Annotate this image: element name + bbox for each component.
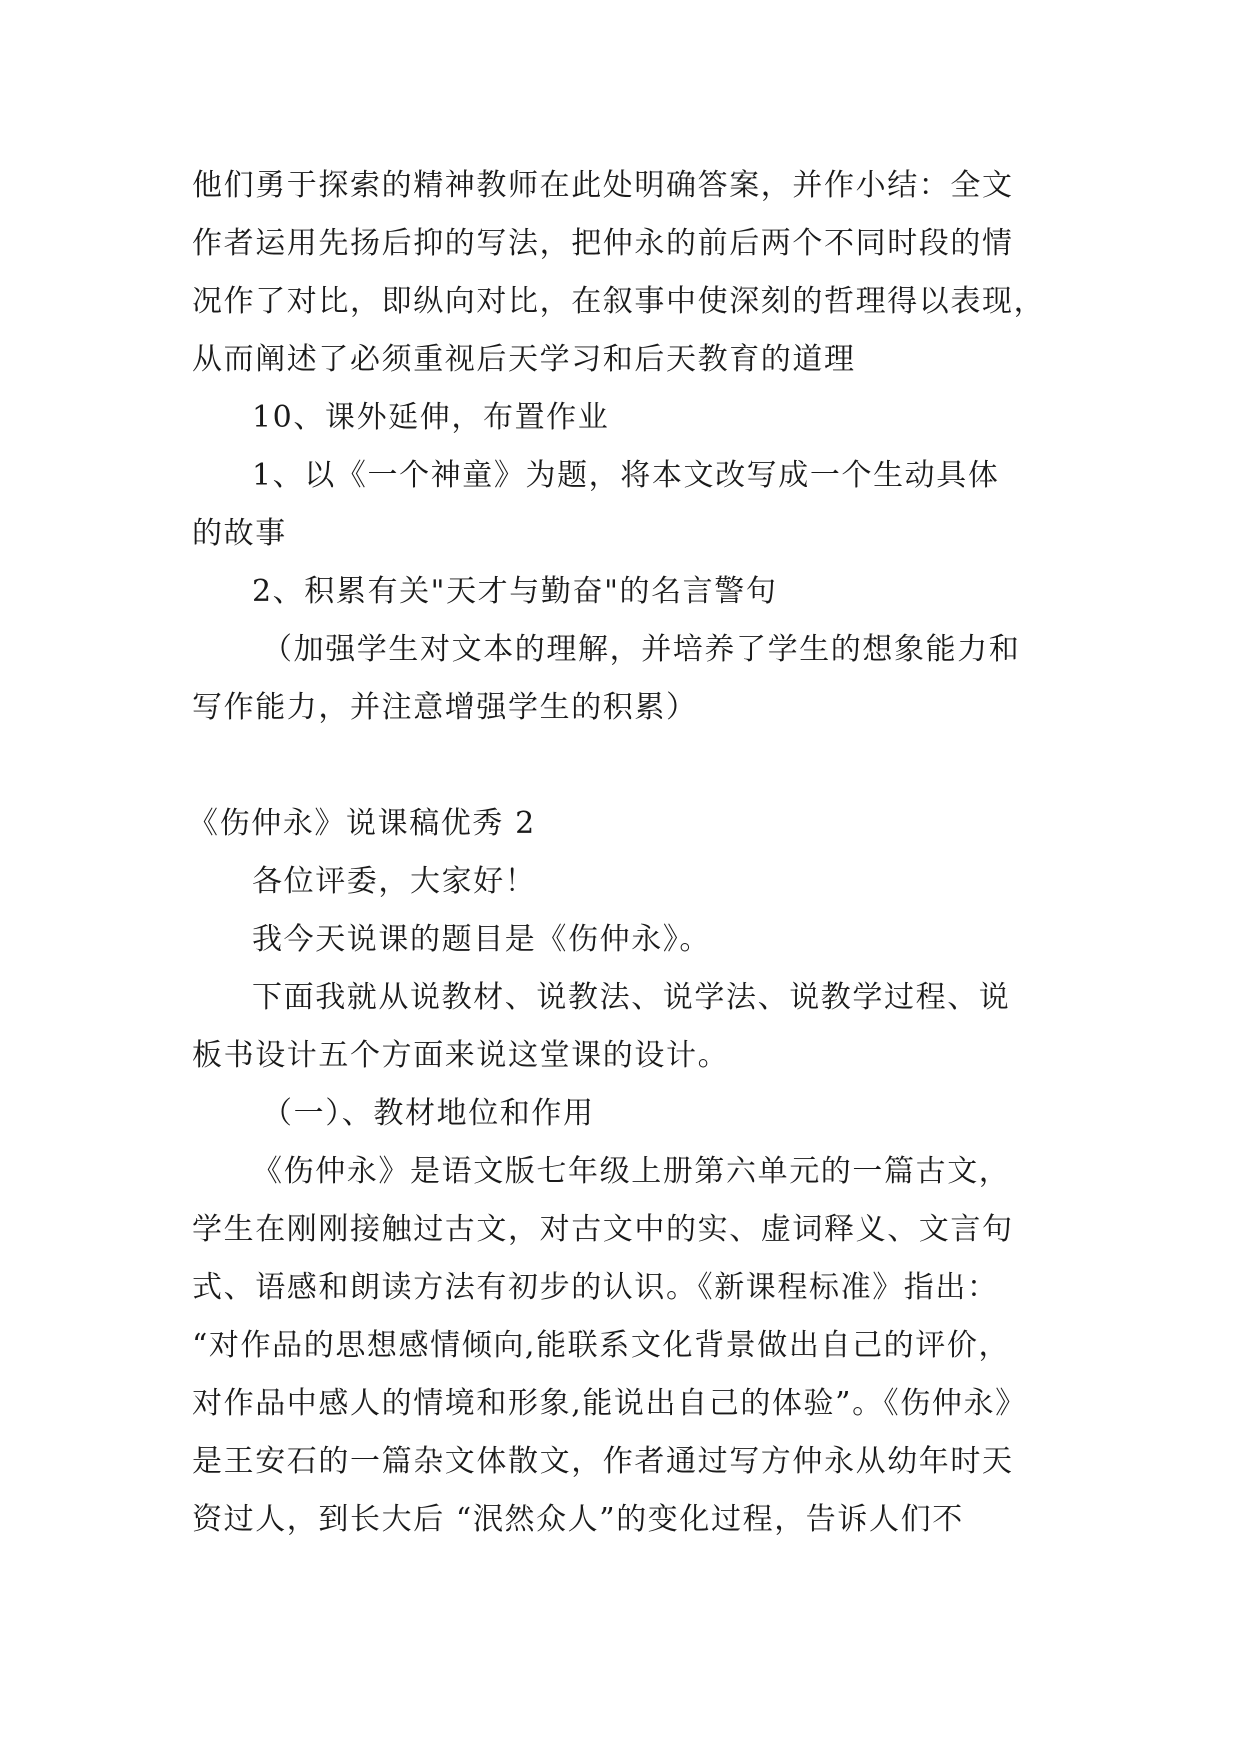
paragraph-line: 各位评委，大家好！ xyxy=(252,864,537,899)
paragraph-line: 学生在刚刚接触过古文，对古文中的实、虚词释义、文言句 xyxy=(192,1212,1014,1247)
paragraph-line: 我今天说课的题目是《伤仲永》。 xyxy=(252,922,711,957)
paragraph-line: 他们勇于探索的精神教师在此处明确答案，并作小结：全文 xyxy=(192,168,1014,203)
section-heading-homework: 10、课外延伸，布置作业 xyxy=(252,400,610,435)
paragraph-line: “对作品的思想感情倾向,能联系文化背景做出自己的评价， xyxy=(192,1328,1011,1363)
paragraph-line: 对作品中感人的情境和形象,能说出自己的体验”。《伤仲永》 xyxy=(192,1386,1027,1421)
document-title: 《伤仲永》说课稿优秀 2 xyxy=(188,806,536,841)
list-item-line: 的故事 xyxy=(192,516,287,551)
list-item-line: 2、积累有关"天才与勤奋"的名言警句 xyxy=(252,574,778,609)
paragraph-line: 是王安石的一篇杂文体散文，作者通过写方仲永从幼年时天 xyxy=(192,1444,1014,1479)
paragraph-line: 写作能力，并注意增强学生的积累） xyxy=(192,690,698,725)
paragraph-line: 《伤仲永》是语文版七年级上册第六单元的一篇古文， xyxy=(252,1154,1011,1189)
section-heading-material: （一）、教材地位和作用 xyxy=(262,1096,595,1131)
paragraph-line: 式、语感和朗读方法有初步的认识。《新课程标准》指出： xyxy=(192,1270,999,1305)
paragraph-line: 资过人，到长大后 “泯然众人”的变化过程，告诉人们不 xyxy=(192,1502,964,1537)
paragraph-line: 作者运用先扬后抑的写法，把仲永的前后两个不同时段的情 xyxy=(192,226,1014,261)
paragraph-line: 板书设计五个方面来说这堂课的设计。 xyxy=(192,1038,730,1073)
paragraph-line: 从而阐述了必须重视后天学习和后天教育的道理 xyxy=(192,342,856,377)
paragraph-line: 况作了对比，即纵向对比，在叙事中使深刻的哲理得以表现， xyxy=(192,284,1046,319)
list-item-line: 1、以《一个神童》为题，将本文改写成一个生动具体 xyxy=(252,458,1000,493)
paragraph-line: 下面我就从说教材、说教法、说学法、说教学过程、说 xyxy=(252,980,1011,1015)
paragraph-line: （加强学生对文本的理解，并培养了学生的想象能力和 xyxy=(262,632,1021,667)
